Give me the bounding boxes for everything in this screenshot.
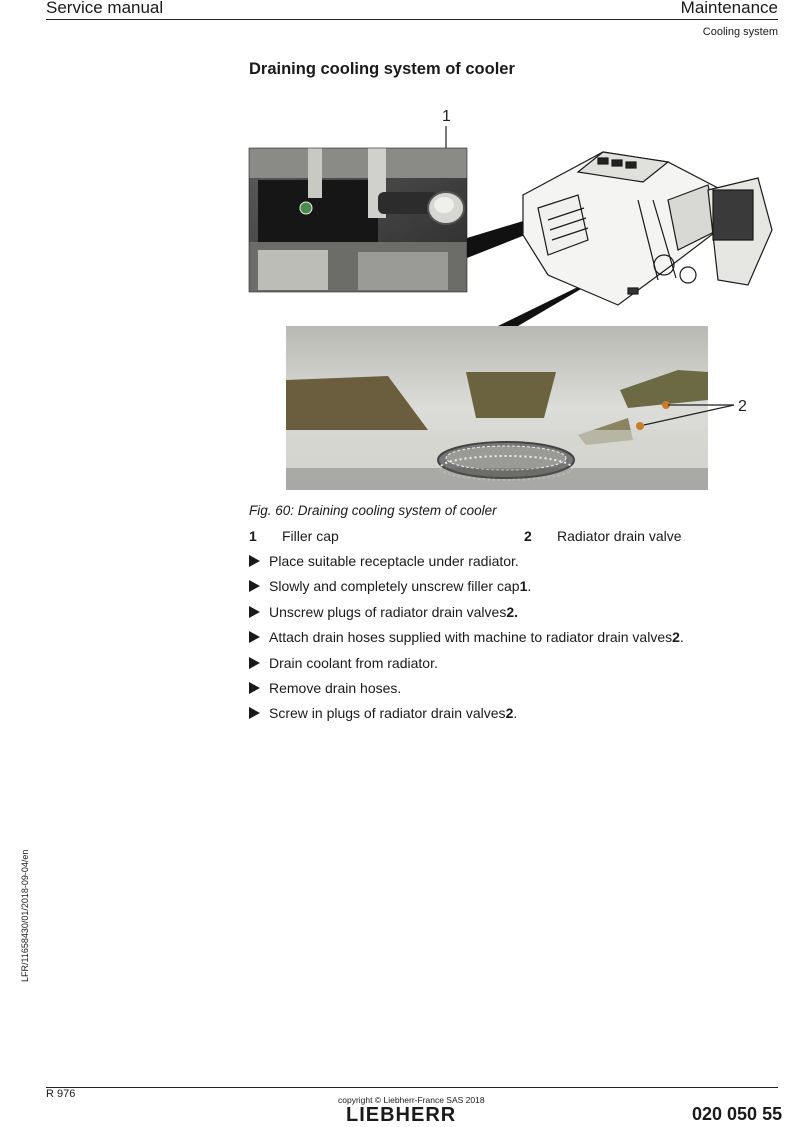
- step-text: Place suitable receptacle under radiator.: [269, 553, 519, 569]
- footer-page-number: 020 050 55: [692, 1104, 783, 1124]
- section-title: Draining cooling system of cooler: [249, 60, 515, 78]
- header-rule: [46, 19, 778, 20]
- step-item: [249, 604, 769, 629]
- footer-copyright: copyright © Liebherr-France SAS 2018: [338, 1095, 485, 1105]
- step-item: [249, 705, 769, 730]
- step-item: [249, 629, 769, 654]
- document-code-vertical: LFR/11658430/01/2018-09-04/en: [20, 849, 30, 982]
- step-end: .: [527, 578, 532, 595]
- legend-2-label: Radiator drain valve: [557, 528, 682, 544]
- radiator-underside-photo: [286, 326, 708, 490]
- filler-cap-detail-photo: [249, 148, 467, 292]
- step-text: Drain coolant from radiator.: [269, 654, 438, 671]
- procedure-steps: [249, 553, 769, 731]
- arrow-bullet-icon: [249, 555, 260, 567]
- arrow-bullet-icon: [249, 707, 260, 719]
- arrow-bullet-icon: [249, 606, 260, 618]
- callout-2-label: 2: [738, 398, 747, 415]
- step-item: [249, 553, 769, 578]
- figure-svg: [248, 100, 780, 492]
- callout-1-label: 1: [442, 108, 451, 125]
- step-item: [249, 578, 769, 603]
- step-text: Attach drain hoses supplied with machine to radiator drain valves: [269, 629, 673, 646]
- arrow-bullet-icon: [249, 631, 260, 643]
- legend-1-label: Filler cap: [282, 528, 339, 544]
- step-end: .: [513, 705, 518, 722]
- legend-2-number: 2: [524, 528, 532, 544]
- figure-caption: Fig. 60: Draining cooling system of cooler: [249, 503, 497, 518]
- figure-legend: [249, 528, 749, 546]
- figure-illustration: [248, 100, 780, 492]
- legend-1-number: 1: [249, 528, 257, 544]
- step-text: Remove drain hoses.: [269, 679, 402, 696]
- arrow-bullet-icon: [249, 682, 260, 694]
- step-text: Screw in plugs of radiator drain valves: [269, 705, 506, 722]
- step-text: Unscrew plugs of radiator drain valves: [269, 603, 507, 620]
- excavator-upperstructure-drawing: [523, 152, 772, 305]
- step-text: Slowly and completely unscrew filler cap: [269, 578, 520, 595]
- step-ref: 2.: [506, 603, 519, 620]
- header-chapter: Maintenance: [680, 0, 778, 17]
- header-section: Cooling system: [702, 26, 778, 38]
- footer-rule: [46, 1087, 778, 1088]
- arrow-bullet-icon: [249, 580, 260, 592]
- footer-model: R 976: [46, 1088, 76, 1100]
- step-item: [249, 655, 769, 680]
- step-ref: 1: [519, 578, 528, 595]
- arrow-bullet-icon: [249, 657, 260, 669]
- step-ref: 2: [672, 629, 680, 646]
- step-end: .: [679, 629, 684, 646]
- step-item: [249, 680, 769, 705]
- header-manual-title: Service manual: [46, 0, 164, 17]
- step-ref: 2: [505, 705, 514, 722]
- liebherr-logo: LIEBHERR: [346, 1104, 457, 1126]
